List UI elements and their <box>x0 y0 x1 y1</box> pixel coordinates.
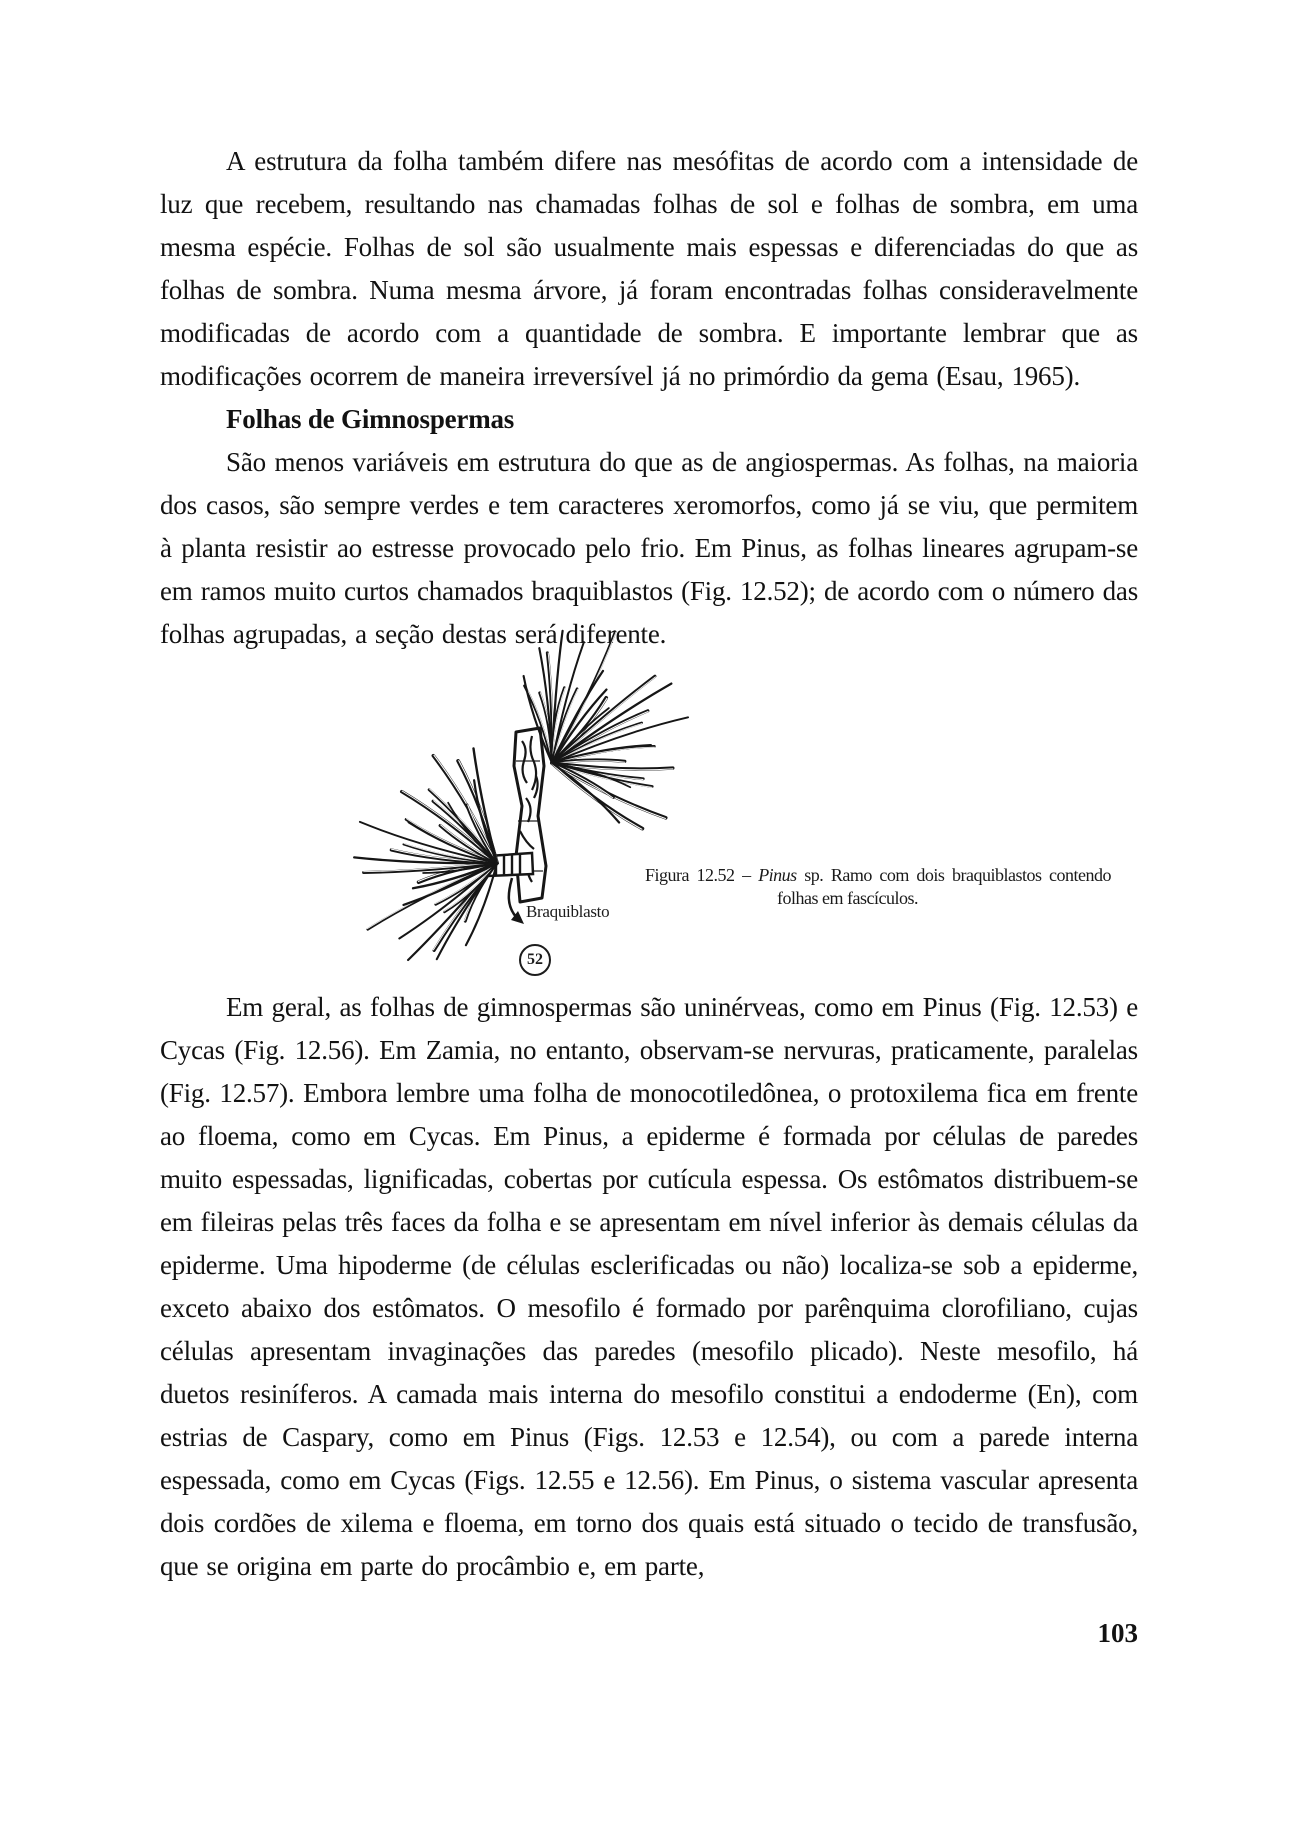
figure-caption-prefix: Figura 12.52 – <box>645 865 751 885</box>
page-number: 103 <box>1097 1618 1138 1648</box>
paragraph-gimnospermas-intro: São menos variáveis em estrutura do que as de angiospermas. As folhas, na maioria dos casos, são sempre verdes e tem caracteres xeromorfos, como já se viu, que permitem à planta resistir ao estresse provocado pelo frio. Em Pinus, as folhas lineares agrupam-se em ramos muito curtos chamados braquiblastos (Fig. 12.52); de acordo com o número das folhas agrupadas, a seção destas será diferente. <box>160 447 1138 649</box>
braquiblasto-label: Braquiblasto <box>526 902 610 921</box>
pinus-branch-illustration <box>320 666 700 996</box>
figure-number-circle <box>519 944 551 976</box>
section-heading-gimnospermas: Folhas de Gimnospermas <box>226 404 515 434</box>
figure-12-52 <box>160 656 1138 986</box>
figure-caption <box>645 864 1111 910</box>
figure-caption-rest: sp. Ramo com dois braquiblastos contendo folhas em fascículos. <box>777 865 1112 908</box>
figure-number-text: 52 <box>527 951 543 968</box>
text-block <box>160 0 1138 1655</box>
figure-caption-species: Pinus <box>758 865 797 885</box>
paragraph-mesofitas: A estrutura da folha também difere nas mesófitas de acordo com a intensidade de luz que recebem, resultando nas chamadas folhas de sol e folhas de sombra, em uma mesma espécie. Folhas de sol são usualmente mais espessas e diferenciadas do que as folhas de sombra. Numa mesma árvore, já foram encontradas folhas consideravelmente modificadas de acordo com a quantidade de sombra. E importante lembrar que as modificações ocorrem de maneira irreversível já no primórdio da gema (Esau, 1965). <box>160 146 1138 391</box>
paragraph-gimnospermas-anatomy: Em geral, as folhas de gimnospermas são uninérveas, como em Pinus (Fig. 12.53) e Cycas (Fig. 12.56). Em Zamia, no entanto, observam-se nervuras, praticamente, paralelas (Fig. 12.57). Embora lembre uma folha de monocotiledônea, o protoxilema fica em frente ao floema, como em Cycas. Em Pinus, a epiderme é formada por células de paredes muito espessadas, lignificadas, cobertas por cutícula espessa. Os estômatos distribuem-se em fileiras pelas três faces da folha e se apresentam em nível inferior às demais células da epiderme. Uma hipoderme (de células esclerificadas ou não) localiza-se sob a epiderme, exceto abaixo dos estômatos. O mesofilo é formado por parênquima clorofiliano, cujas células apresentam invaginações das paredes (mesofilo plicado). Neste mesofilo, há duetos resiníferos. A camada mais interna do mesofilo constitui a endoderme (En), com estrias de Caspary, como em Pinus (Figs. 12.53 e 12.54), ou com a parede interna espessada, como em Cycas (Figs. 12.55 e 12.56). Em Pinus, o sistema vascular apresenta dois cordões de xilema e floema, em torno dos quais está situado o tecido de transfusão, que se origina em parte do procâmbio e, em parte, <box>160 992 1138 1581</box>
